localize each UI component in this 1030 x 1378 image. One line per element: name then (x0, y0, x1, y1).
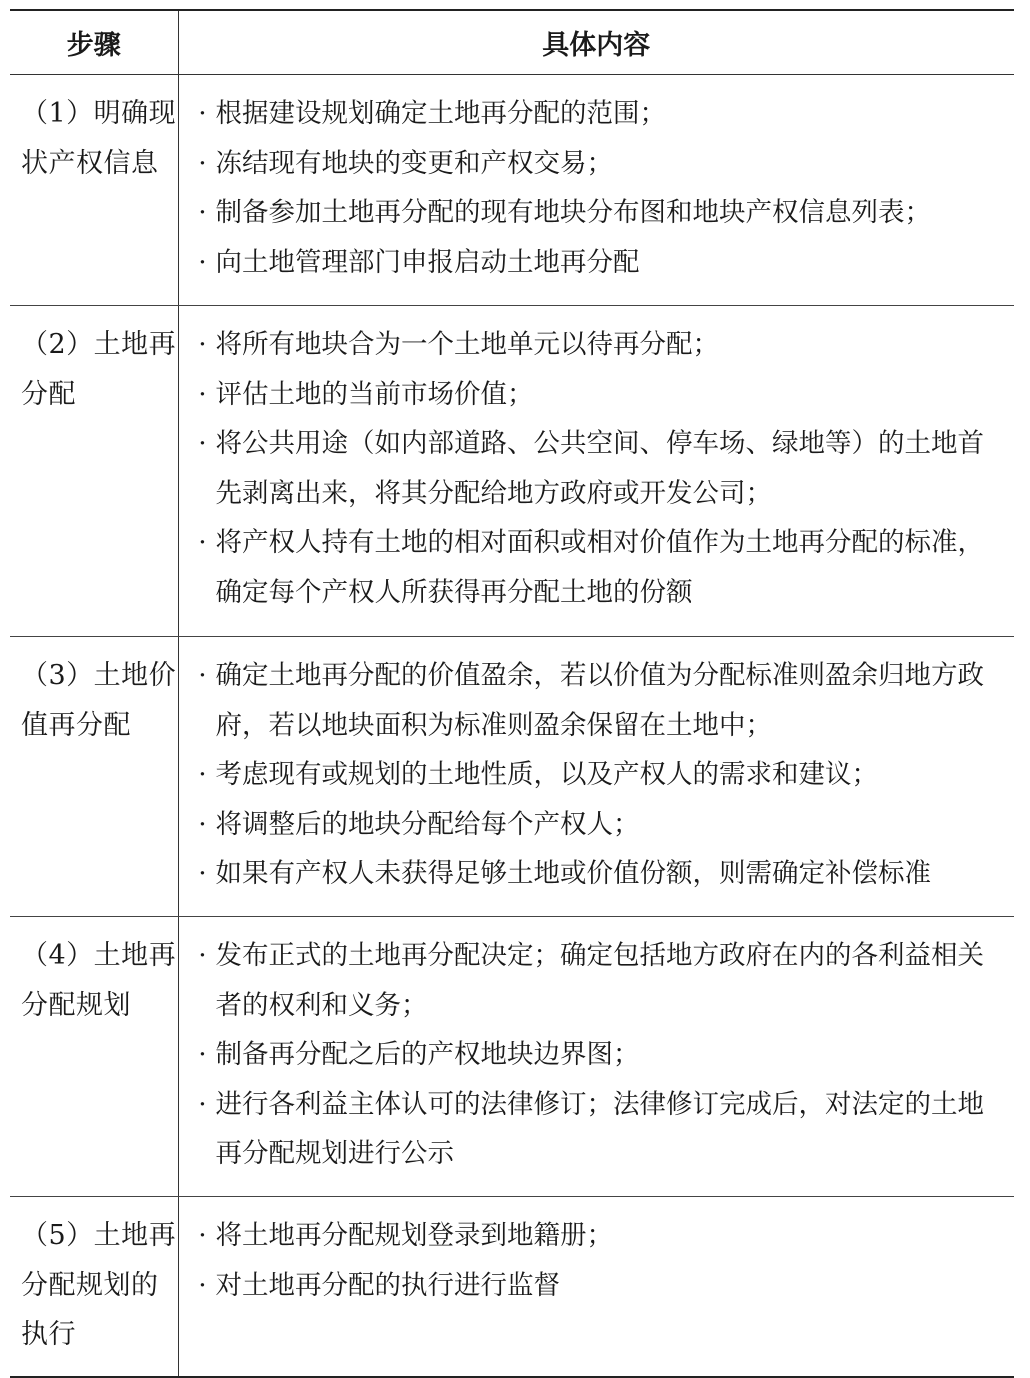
table-row (10, 75, 1014, 306)
list-item: · 如果有产权人未获得足够土地或价值份额，则需确定补偿标准 (193, 849, 1007, 899)
bullet-icon: · (198, 1220, 207, 1251)
steps-table (10, 9, 1014, 1378)
list-item: · 将公共用途（如内部道路、公共空间、停车场、绿地等）的土地首先剥离出来，将其分配给地方政府或开发公司； (193, 419, 1007, 518)
bullet-icon: · (198, 98, 207, 129)
content-list (193, 931, 1007, 1179)
list-item: · 制备再分配之后的产权地块边界图； (193, 1030, 1007, 1080)
step-cell: （5）土地再分配规划的执行 (10, 1197, 178, 1378)
content-list (193, 89, 1007, 287)
bullet-icon: · (198, 940, 207, 971)
content-list (193, 651, 1007, 899)
table-row (10, 917, 1014, 1197)
list-item: · 冻结现有地块的变更和产权交易； (193, 139, 1007, 189)
content-cell (178, 306, 1014, 637)
list-item: · 发布正式的土地再分配决定；确定包括地方政府在内的各利益相关者的权利和义务； (193, 931, 1007, 1030)
list-item: · 将土地再分配规划登录到地籍册； (193, 1211, 1007, 1261)
list-item: · 制备参加土地再分配的现有地块分布图和地块产权信息列表； (193, 188, 1007, 238)
bullet-icon: · (198, 329, 207, 360)
header-content: 具体内容 (178, 10, 1014, 75)
bullet-icon: · (198, 759, 207, 790)
list-item: · 向土地管理部门申报启动土地再分配 (193, 238, 1007, 288)
bullet-icon: · (198, 147, 207, 179)
bullet-icon: · (198, 858, 207, 889)
bullet-icon: · (198, 808, 207, 840)
bullet-icon: · (198, 1269, 207, 1301)
content-cell (178, 917, 1014, 1197)
step-cell: （4）土地再分配规划 (10, 917, 178, 1197)
table-header-row (10, 10, 1014, 75)
table-row (10, 637, 1014, 917)
bullet-icon: · (198, 428, 207, 459)
list-item: · 将产权人持有土地的相对面积或相对价值作为土地再分配的标准，确定每个产权人所获得再分配土地的份额 (193, 518, 1007, 617)
bullet-icon: · (198, 1039, 207, 1070)
content-list (193, 320, 1007, 617)
step-cell: （2）土地再分配 (10, 306, 178, 637)
bullet-icon: · (198, 1088, 207, 1120)
list-item: · 将调整后的地块分配给每个产权人； (193, 800, 1007, 850)
step-cell: （1）明确现状产权信息 (10, 75, 178, 306)
bullet-icon: · (198, 660, 207, 691)
bullet-icon: · (198, 197, 207, 228)
list-item: · 确定土地再分配的价值盈余，若以价值为分配标准则盈余归地方政府，若以地块面积为标准则盈余保留在土地中； (193, 651, 1007, 750)
bullet-icon: · (198, 527, 207, 558)
step-cell: （3）土地价值再分配 (10, 637, 178, 917)
content-list (193, 1211, 1007, 1310)
list-item: · 将所有地块合为一个土地单元以待再分配； (193, 320, 1007, 370)
content-cell (178, 75, 1014, 306)
table-row (10, 1197, 1014, 1378)
table-row (10, 306, 1014, 637)
list-item: · 进行各利益主体认可的法律修订；法律修订完成后，对法定的土地再分配规划进行公示 (193, 1080, 1007, 1179)
list-item: · 考虑现有或规划的土地性质，以及产权人的需求和建议； (193, 750, 1007, 800)
bullet-icon: · (198, 378, 207, 410)
list-item: · 根据建设规划确定土地再分配的范围； (193, 89, 1007, 139)
content-cell (178, 1197, 1014, 1378)
bullet-icon: · (198, 246, 207, 278)
content-cell (178, 637, 1014, 917)
list-item: · 评估土地的当前市场价值； (193, 370, 1007, 420)
header-step: 步骤 (10, 10, 178, 75)
list-item: · 对土地再分配的执行进行监督 (193, 1261, 1007, 1311)
